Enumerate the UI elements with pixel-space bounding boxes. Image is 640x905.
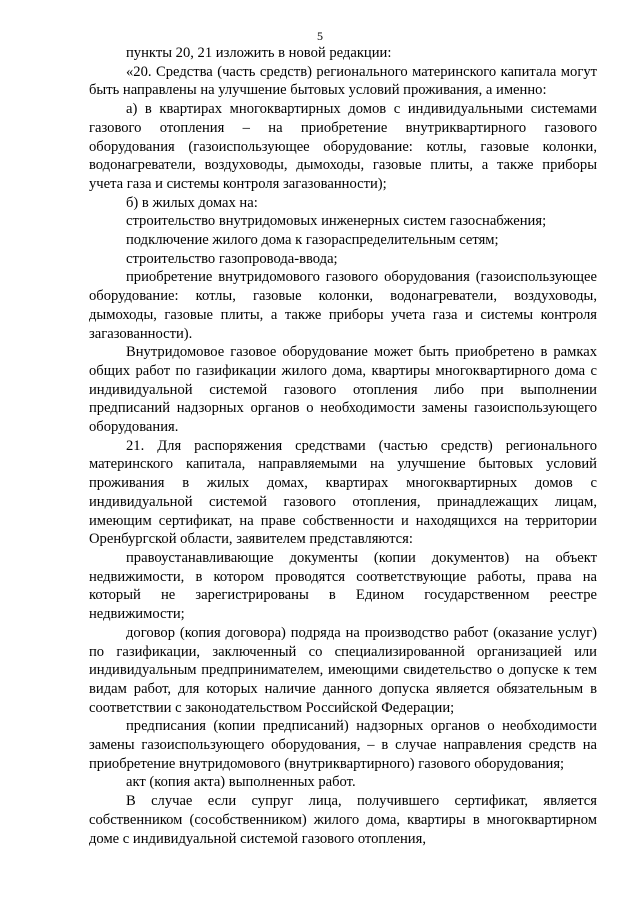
- paragraph-spouse-case: В случае если супруг лица, получившего сертификат, является собственником (сособственником) жилого дома, квартиры в многоквартирном доме с индивидуальной системой газового отопления,: [89, 793, 597, 847]
- paragraph-subitem-a: а) в квартирах многоквартирных домов с индивидуальными системами газового отопления – на приобретение внутриквартирного газового оборудования (газоиспользующее оборудование: котлы, газовые колонки, водонагреватели, воздуховоды, дымоходы, газовые плиты, а также приборы учета газа и системы контроля загазованности);: [89, 101, 597, 192]
- paragraph-construction-systems: строительство внутридомовых инженерных систем газоснабжения;: [126, 213, 547, 230]
- paragraph-contract: договор (копия договора) подряда на производство работ (оказание услуг) по газификации, заключенный со специализированной организацией или индивидуальным предпринимателем, имеющими свидетельство о допуске к тем видам работ, для которых наличие данного допуска является обязательным в соответствии с законодательством Российской Федерации;: [89, 624, 597, 716]
- paragraph-ownership-documents: правоустанавливающие документы (копии документов) на объект недвижимости, в котором проводятся соответствующие работы, права на который не зарегистрированы в Едином государственном реестре недвижимости;: [89, 549, 597, 623]
- paragraph-subitem-b: б) в жилых домах на:: [126, 194, 258, 211]
- paragraph-act: акт (копия акта) выполненных работ.: [126, 774, 356, 791]
- paragraph-item-21: 21. Для распоряжения средствами (частью средств) регионального материнского капитала, направляемыми на улучшение бытовых условий проживания в жилых домах, квартирах многоквартирных домов с индивидуальной системой газового отопления, принадлежащих лицам, имеющим сертификат, на праве собственности и находящихся на территории Оренбургской области, заявителем представляются:: [89, 437, 597, 548]
- paragraph-orders: предписания (копии предписаний) надзорных органов о необходимости замены газоиспользующего оборудования, – в случае направления средств на приобретение внутридомового (внутриквартирного) газового оборудования;: [89, 718, 597, 772]
- paragraph-equipment-purchase: приобретение внутридомового газового оборудования (газоиспользующее оборудование: котлы, газовые колонки, водонагреватели, воздуховоды, дымоходы, газовые плиты, а также приборы учета газа и системы контроля загазованности).: [89, 269, 597, 342]
- paragraph-item-20: «20. Средства (часть средств) регионального материнского капитала могут быть направлены на улучшение бытовых условий проживания, а именно:: [89, 63, 597, 99]
- paragraph-intro: пункты 20, 21 изложить в новой редакции:: [126, 45, 392, 61]
- paragraph-connection: подключение жилого дома к газораспределительным сетям;: [126, 232, 499, 249]
- paragraph-gas-pipeline: строительство газопровода-ввода;: [126, 250, 338, 267]
- page-number: 5: [317, 29, 323, 43]
- document-body: [89, 44, 597, 848]
- paragraph-equipment-note: Внутридомовое газовое оборудование может быть приобретено в рамках общих работ по газификации жилого дома, квартиры многоквартирного дома с индивидуальной системой газового отопления либо при выполнении предписаний надзорных органов о необходимости замены газоиспользующего оборудования.: [89, 344, 597, 436]
